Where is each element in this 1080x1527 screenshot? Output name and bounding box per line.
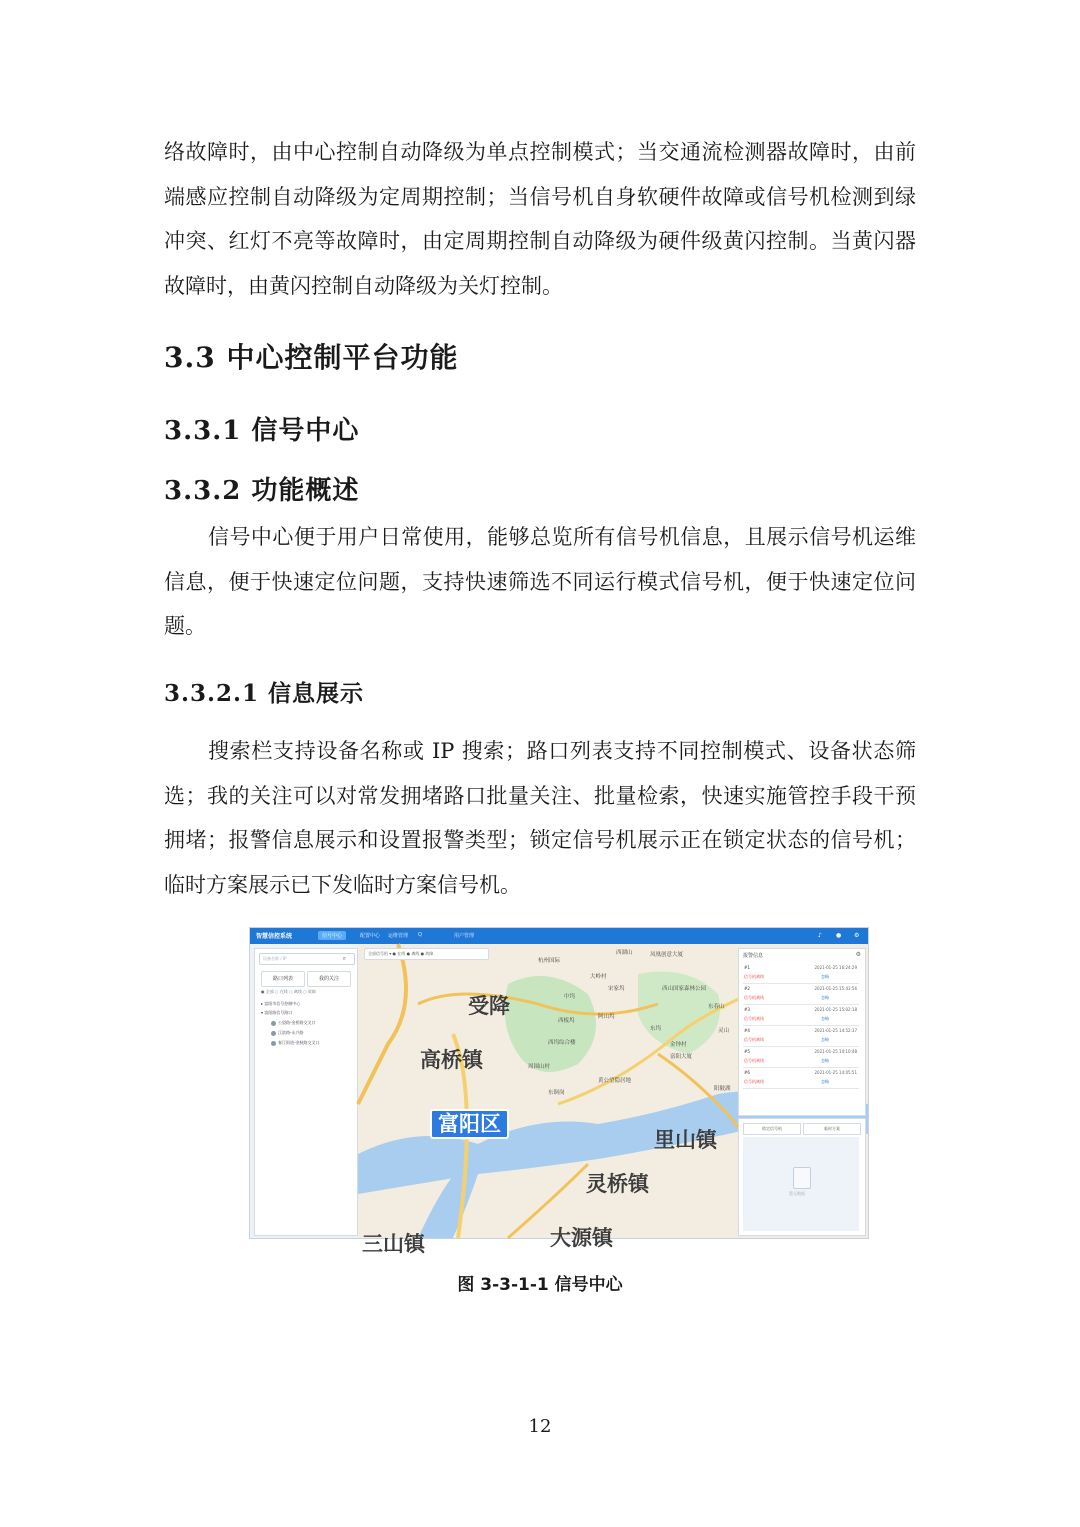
map-poi-label: 西湖山 xyxy=(616,950,633,956)
ignore-button[interactable]: 忽略 xyxy=(821,1016,829,1021)
tree-item[interactable] xyxy=(271,1030,303,1036)
tree-item-label: 江滨路-永兴路 xyxy=(278,1030,304,1035)
alarm-type: 信号机离线 xyxy=(744,1058,764,1063)
alarm-time: 2021-01-25 15:43:56 xyxy=(814,986,857,991)
map-poi-label: 富阳大厦 xyxy=(670,1054,693,1060)
map-poi-label: 东铜岗 xyxy=(548,1090,565,1096)
alarm-row[interactable] xyxy=(743,963,859,984)
paragraph-2-block xyxy=(164,515,916,649)
map-poi-label: 中坞 xyxy=(564,994,576,1000)
map-poi-label: 阿山坞 xyxy=(598,1014,615,1020)
ignore-button[interactable]: 忽略 xyxy=(821,995,829,1000)
nav-config-center[interactable]: 配置中心 xyxy=(360,933,381,939)
alarm-panel xyxy=(738,948,866,1116)
signal-center-screenshot xyxy=(249,927,869,1256)
alarm-id: #5 xyxy=(744,1049,750,1054)
close-icon[interactable]: ⚙ xyxy=(855,951,861,958)
heading-3-3-2-1: 3.3.2.1 信息展示 xyxy=(164,680,365,707)
map-filter-toolbar[interactable]: 全部信号机 ▾ ● 在线 ● 离线 ● 故障 xyxy=(364,948,489,960)
alarm-time: 2021-01-25 14:10:48 xyxy=(814,1049,857,1054)
empty-state xyxy=(743,1137,859,1231)
alarm-id: #2 xyxy=(744,986,750,991)
map-poi-label: 西板坞 xyxy=(558,1018,575,1024)
map-poi-label: 周围山村 xyxy=(528,1064,551,1070)
map-poi-label: 宋家坞 xyxy=(608,986,625,992)
ignore-button[interactable]: 忽略 xyxy=(821,1037,829,1042)
alarm-time: 2021-01-25 15:02:18 xyxy=(814,1007,857,1012)
paragraph-2: 信号中心便于用户日常使用，能够总览所有信号机信息，且展示信号机运维信息，便于快速定位问题，支持快速筛选不同运行模式信号机，便于快速定位问题。 xyxy=(164,525,916,638)
map-poi-label: 黄公望隐居地 xyxy=(598,1078,632,1084)
locked-signal-panel xyxy=(738,1118,866,1236)
nav-user-mgmt[interactable]: 用户管理 xyxy=(454,933,475,939)
heading-3-3-1: 3.3.1 信号中心 xyxy=(164,416,360,446)
heading-3-3: 3.3 中心控制平台功能 xyxy=(164,341,459,374)
ignore-button[interactable]: 忽略 xyxy=(821,1079,829,1084)
tree-item[interactable]: ▸ 富阳市信号控制中心 xyxy=(261,1001,301,1006)
search-icon[interactable]: ⌕ xyxy=(342,955,346,962)
heading-3-3-2: 3.3.2 功能概述 xyxy=(164,476,360,506)
signal-icon xyxy=(271,1021,276,1026)
nav-ops[interactable]: 运维管理 xyxy=(388,933,409,939)
map-poi-label: 东春山 xyxy=(708,1004,725,1010)
tab-locked-signal[interactable]: 锁定信号机 xyxy=(743,1123,801,1135)
alarm-row[interactable] xyxy=(743,1005,859,1026)
ignore-button[interactable]: 忽略 xyxy=(821,974,829,979)
map-place-label: 大源镇 xyxy=(550,1226,613,1250)
map-place-label: 里山镇 xyxy=(654,1128,717,1152)
alarm-time: 2021-01-25 16:24:29 xyxy=(814,965,857,970)
map-place-label: 灵桥镇 xyxy=(586,1172,649,1196)
alarm-time: 2021-01-25 14:05:51 xyxy=(814,1070,857,1075)
map-poi-label: 凤凰创意大厦 xyxy=(650,952,684,958)
alarm-id: #6 xyxy=(744,1070,750,1075)
alarm-row[interactable] xyxy=(743,1026,859,1047)
search-placeholder: 设备名称 / IP xyxy=(263,956,287,961)
empty-text: 暂无数据 xyxy=(789,1191,805,1196)
figure-caption: 图 3-3-1-1 信号中心 xyxy=(457,1275,623,1295)
tree-item[interactable]: ▾ 富阳路信号路口 xyxy=(261,1010,293,1015)
map-poi-label: 西山国家森林公园 xyxy=(662,986,707,992)
alarm-type: 信号机离线 xyxy=(744,974,764,979)
signal-icon xyxy=(271,1031,276,1036)
device-search-input[interactable] xyxy=(259,953,355,965)
alarm-type: 信号机离线 xyxy=(744,1079,764,1084)
alarm-type: 信号机离线 xyxy=(744,1016,764,1021)
paragraph-3: 搜索栏支持设备名称或 IP 搜索；路口列表支持不同控制模式、设备状态筛选；我的关注可以对常发拥堵路口批量关注、批量检索，快速实施管控手段干预拥堵；报警信息展示和设置报警类型；锁定信号机展示正在锁定状态的信号机；临时方案展示已下发临时方案信号机。 xyxy=(164,739,916,897)
alarm-id: #3 xyxy=(744,1007,750,1012)
no-data-icon xyxy=(793,1167,811,1189)
map-poi-label: 大岭村 xyxy=(590,974,607,980)
tree-item[interactable] xyxy=(271,1040,319,1046)
map-place-label: 高桥镇 xyxy=(420,1048,483,1072)
tab-intersection-list[interactable]: 路口列表 xyxy=(261,971,305,987)
paragraph-3-block xyxy=(164,729,916,907)
tree-item[interactable] xyxy=(271,1020,315,1026)
ignore-button[interactable]: 忽略 xyxy=(821,1058,829,1063)
map-place-label: 受降 xyxy=(468,994,510,1018)
map-poi-label: 灵山 xyxy=(718,1028,730,1034)
paragraph-1-block xyxy=(164,130,916,308)
alarm-row[interactable] xyxy=(743,984,859,1005)
map-poi-label: 东坞 xyxy=(650,1026,662,1032)
app-topbar xyxy=(250,928,868,944)
alarm-panel-title: 报警信息 xyxy=(743,953,764,959)
left-panel xyxy=(254,948,358,1236)
nav-signal-center[interactable]: 信号中心 xyxy=(318,931,346,940)
app-title: 智慧信控系统 xyxy=(256,933,293,940)
tab-my-favorites[interactable]: 我的关注 xyxy=(307,971,351,987)
signal-icon xyxy=(271,1041,276,1046)
user-icon[interactable]: ● xyxy=(836,932,842,939)
status-filter[interactable]: ● 全部 ○ 在线 ○ 离线 ○ 故障 xyxy=(261,989,316,994)
nav-q[interactable]: Q xyxy=(418,932,422,938)
tree-item-label: 公望路-金桥路交叉口 xyxy=(278,1020,316,1025)
map-poi-label: 杭州国际 xyxy=(538,958,561,964)
tab-temp-plan[interactable]: 临时方案 xyxy=(803,1123,861,1135)
alarm-type: 信号机离线 xyxy=(744,995,764,1000)
page-number: 12 xyxy=(528,1416,552,1437)
alarm-time: 2021-01-25 14:52:37 xyxy=(814,1028,857,1033)
settings-icon[interactable]: ⚙ xyxy=(854,932,860,939)
map-poi-label: 西坞综合楼 xyxy=(548,1040,576,1046)
alarm-id: #1 xyxy=(744,965,750,970)
alarm-type: 信号机离线 xyxy=(744,1037,764,1042)
tree-item-label: 春江街道-金秋路交叉口 xyxy=(278,1040,320,1045)
alarm-id: #4 xyxy=(744,1028,750,1033)
bell-icon[interactable]: ♪ xyxy=(818,932,822,939)
map-poi-label: 阳陂湖 xyxy=(714,1086,731,1092)
map-poi-label: 金钟村 xyxy=(670,1042,687,1048)
alarm-row[interactable] xyxy=(743,1047,859,1068)
paragraph-1: 络故障时，由中心控制自动降级为单点控制模式；当交通流检测器故障时，由前端感应控制自动降级为定周期控制；当信号机自身软硬件故障或信号机检测到绿冲突、红灯不亮等故障时，由定周期控制自动降级为硬件级黄闪控制。当黄闪器故障时，由黄闪控制自动降级为关灯控制。 xyxy=(164,140,916,298)
map-place-label: 三山镇 xyxy=(362,1232,425,1256)
alarm-row[interactable] xyxy=(743,1068,859,1089)
district-badge[interactable]: 富阳区 xyxy=(430,1109,509,1139)
